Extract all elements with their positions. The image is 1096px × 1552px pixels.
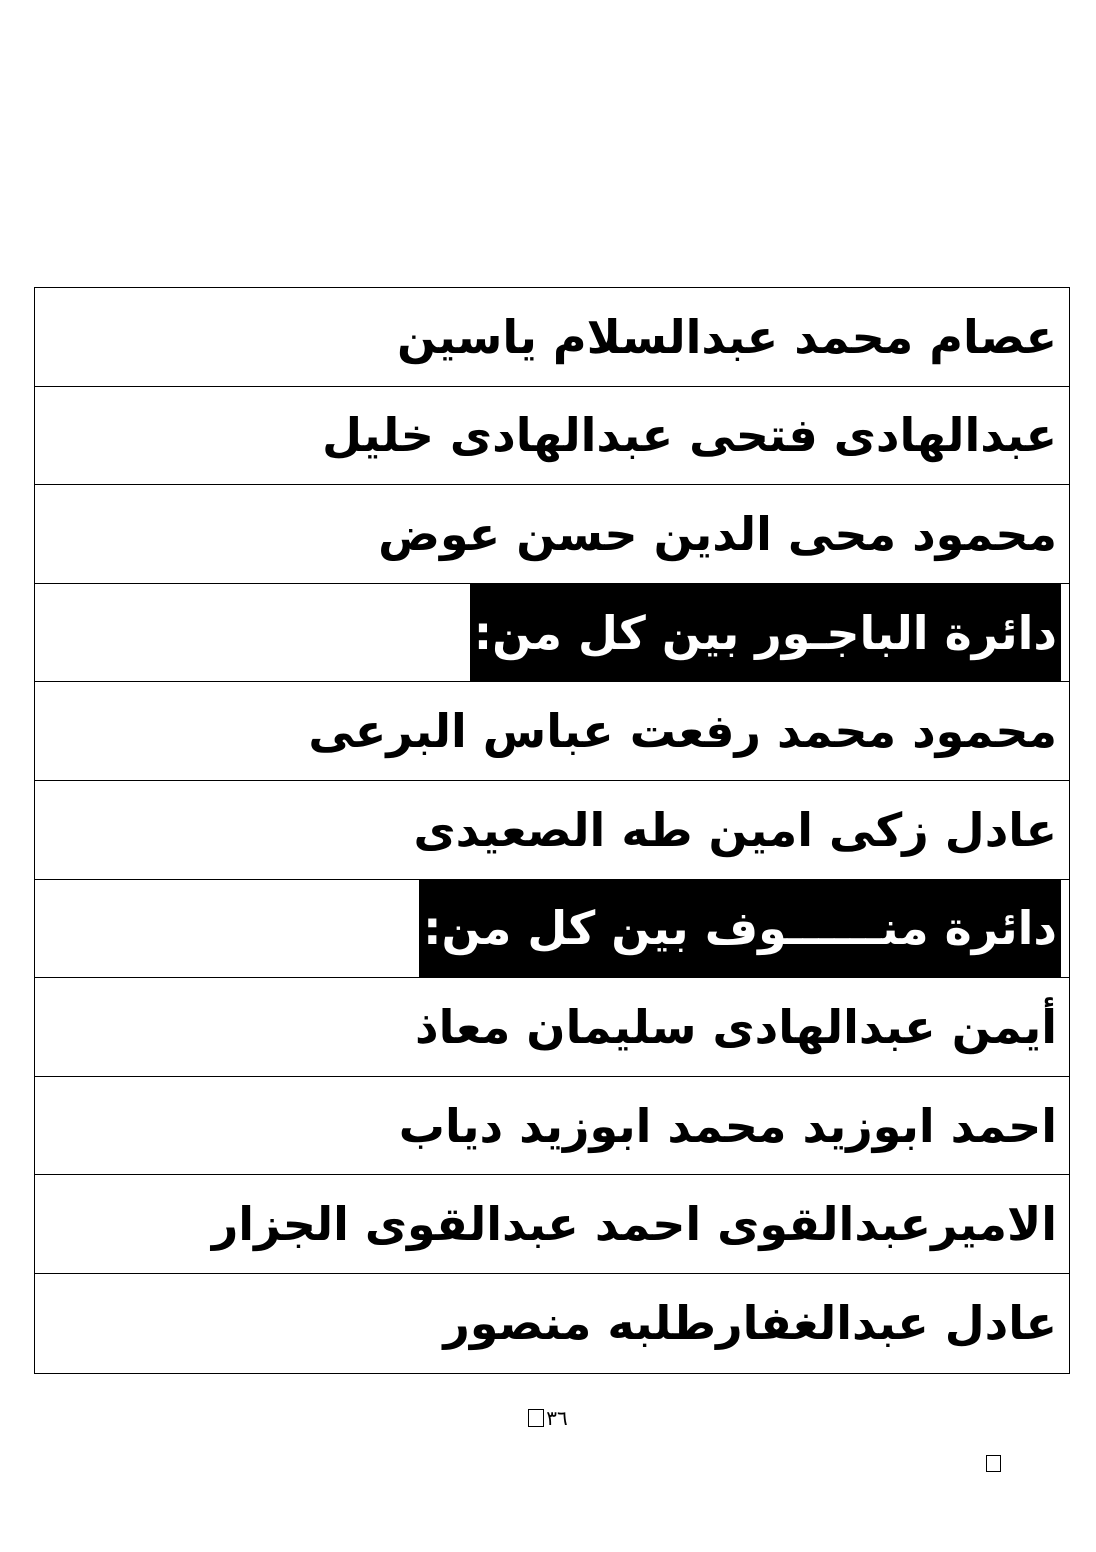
name-entry: محمود محمد رفعت عباس البرعى: [308, 704, 1057, 759]
name-entry: محمود محى الدين حسن عوض: [378, 506, 1057, 561]
table-row: [35, 387, 1069, 486]
placeholder-box-icon: [528, 1409, 544, 1427]
section-heading: دائرة منــــــوف بين كل من:: [419, 880, 1061, 978]
names-table: [34, 287, 1070, 1374]
name-entry: عادل عبدالغفارطلبه منصور: [443, 1296, 1057, 1351]
section-heading-row: [35, 880, 1069, 979]
table-row: [35, 1274, 1069, 1373]
name-entry: عبدالهادى فتحى عبدالهادى خليل: [322, 408, 1057, 463]
page-number-text: ٣٦: [546, 1406, 568, 1430]
table-row: [35, 485, 1069, 584]
name-entry: أيمن عبدالهادى سليمان معاذ: [414, 999, 1057, 1054]
page-number: [0, 1408, 1096, 1428]
name-entry: عادل زكى امين طه الصعيدى: [413, 802, 1057, 857]
table-row: [35, 978, 1069, 1077]
name-entry: الاميرعبدالقوى احمد عبدالقوى الجزار: [211, 1197, 1057, 1252]
table-row: [35, 1077, 1069, 1176]
section-heading-row: [35, 584, 1069, 683]
placeholder-box-icon: [986, 1455, 1001, 1472]
table-row: [35, 288, 1069, 387]
table-row: [35, 682, 1069, 781]
name-entry: عصام محمد عبدالسلام ياسين: [396, 309, 1057, 364]
name-entry: احمد ابوزيد محمد ابوزيد دياب: [398, 1098, 1057, 1153]
table-row: [35, 781, 1069, 880]
table-row: [35, 1175, 1069, 1274]
section-heading: دائرة الباجـور بين كل من:: [470, 584, 1061, 682]
